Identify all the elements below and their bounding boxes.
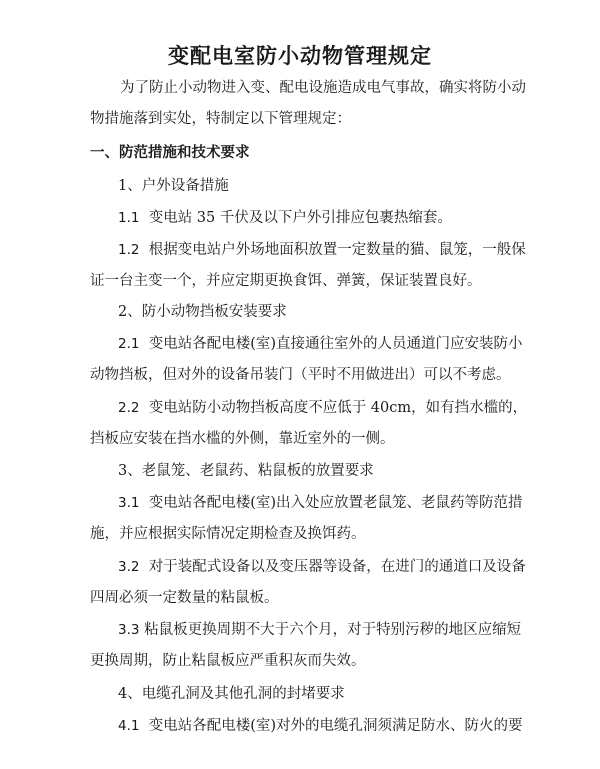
item-number: 3.3 xyxy=(118,622,140,638)
paragraph-line xyxy=(118,557,548,577)
item-text: 粘鼠板更换周期不大于六个月，对于特别污秽的地区应缩短 xyxy=(144,622,522,638)
item-number: 1.2 xyxy=(118,242,140,258)
subsection-heading: 1、户外设备措施 xyxy=(118,178,229,194)
item-number: 3.2 xyxy=(118,559,140,575)
section-heading: 一、防范措施和技术要求 xyxy=(90,144,250,161)
paragraph-line xyxy=(118,240,548,260)
item-number: 1.1 xyxy=(118,210,140,226)
item-number: 4.1 xyxy=(118,718,140,734)
item-number: 2.1 xyxy=(118,336,140,352)
paragraph-line xyxy=(118,493,548,513)
item-text: 根据变电站户外场地面积放置一定数量的猫、鼠笼，一般保 xyxy=(148,242,526,258)
intro-line-1: 为了防止小动物进入变、配电设施造成电气事故，确实将防小动 xyxy=(120,80,526,96)
paragraph-line xyxy=(118,398,548,418)
paragraph-line: 挡板应安装在挡水槛的外侧，靠近室外的一侧。 xyxy=(90,431,395,447)
paragraph-line: 四周必须一定数量的粘鼠板。 xyxy=(90,590,279,606)
paragraph-line: 施，并应根据实际情况定期检查及换饵药。 xyxy=(90,526,366,542)
paragraph-line xyxy=(118,334,548,354)
subsection-heading: 4、电缆孔洞及其他孔洞的封堵要求 xyxy=(118,686,345,702)
item-text: 变电站各配电楼(室)对外的电缆孔洞须满足防水、防火的要 xyxy=(148,718,523,734)
item-text: 变电站各配电楼(室)出入处应放置老鼠笼、老鼠药等防范措 xyxy=(148,495,523,511)
subsection-heading: 3、老鼠笼、老鼠药、粘鼠板的放置要求 xyxy=(118,463,374,479)
item-text: 变电站各配电楼(室)直接通往室外的人员通道门应安装防小 xyxy=(148,336,523,352)
item-number: 2.2 xyxy=(118,400,140,416)
intro-line-2: 物措施落到实处，特制定以下管理规定： xyxy=(90,111,351,127)
page-title: 变配电室防小动物管理规定 xyxy=(168,43,432,68)
item-text: 变电站 35 千伏及以下户外引排应包裹热缩套。 xyxy=(148,210,452,226)
paragraph-line: 证一台主变一个，并应定期更换食饵、弹簧，保证装置良好。 xyxy=(90,273,482,289)
paragraph-line: 动物挡板，但对外的设备吊装门（平时不用做进出）可以不考虑。 xyxy=(90,367,511,383)
item-number: 3.1 xyxy=(118,495,140,511)
paragraph-line xyxy=(118,716,548,736)
paragraph-line xyxy=(118,208,548,228)
paragraph-line: 更换周期，防止粘鼠板应严重积灰而失效。 xyxy=(90,653,366,669)
subsection-heading: 2、防小动物挡板安装要求 xyxy=(118,304,287,320)
item-text: 变电站防小动物挡板高度不应低于 40cm，如有挡水槛的， xyxy=(148,400,528,416)
paragraph-line xyxy=(118,620,548,640)
item-text: 对于装配式设备以及变压器等设备，在进门的通道口及设备 xyxy=(148,559,526,575)
